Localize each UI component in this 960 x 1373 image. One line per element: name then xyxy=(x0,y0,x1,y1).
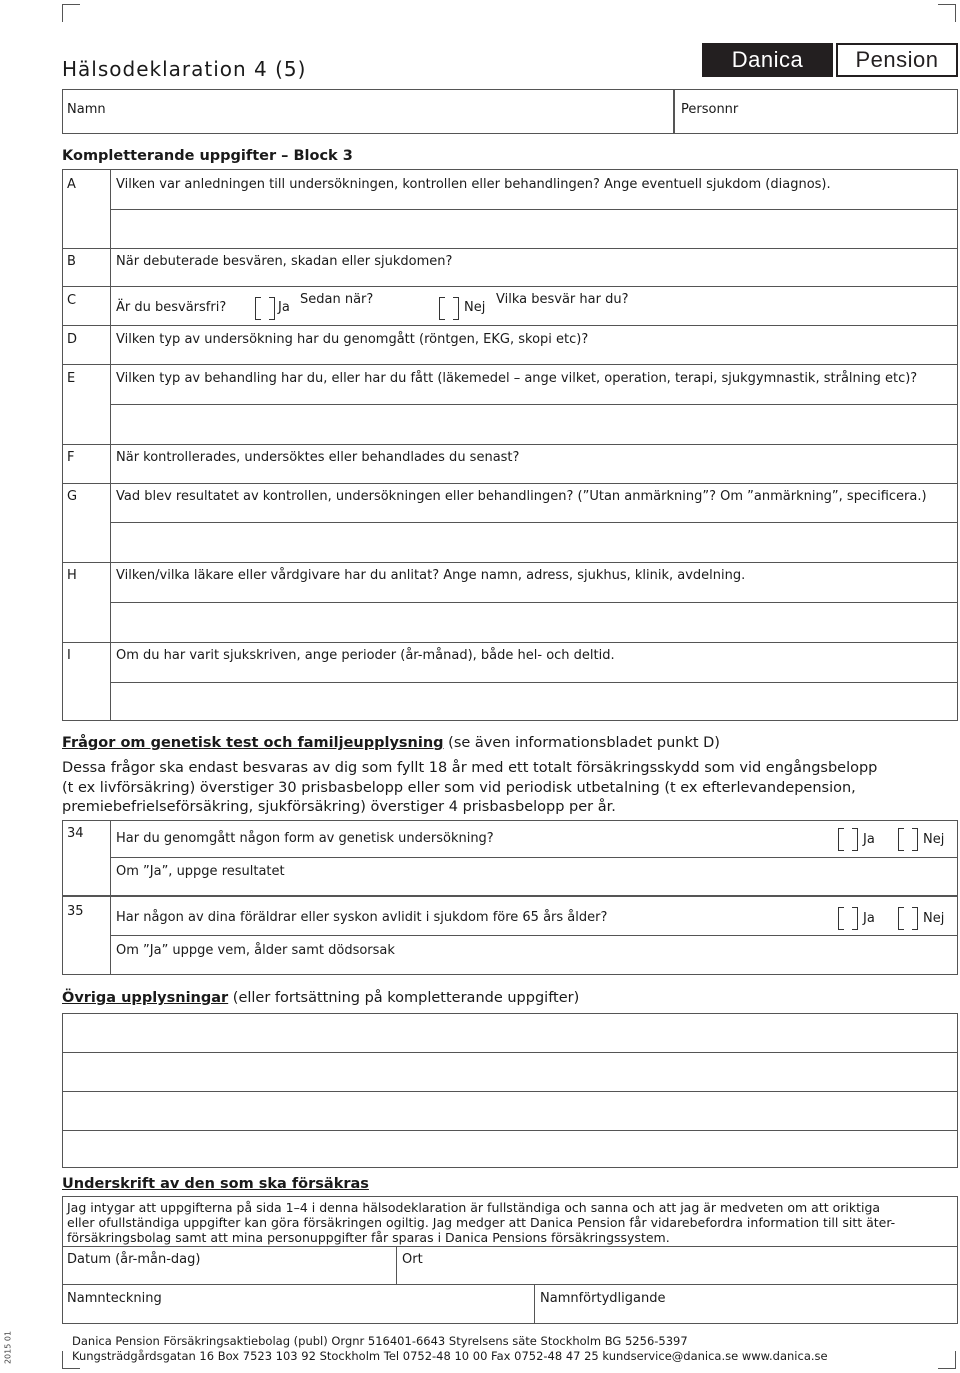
row-letter: A xyxy=(67,177,76,192)
divider-e xyxy=(62,364,958,365)
genetic-intro-line: Dessa frågor ska endast besvaras av dig som fyllt 18 år med ett totalt försäkringsskydd som vid engångsbelopp xyxy=(62,760,878,776)
answer-a-field[interactable] xyxy=(111,210,957,248)
logo-word-danica: Danica xyxy=(731,47,804,72)
name-field[interactable] xyxy=(62,89,674,134)
signature-label: Namnteckning xyxy=(67,1291,162,1306)
name-clarification-label: Namnförtydligande xyxy=(540,1291,666,1306)
row-letter: D xyxy=(67,332,78,347)
q35-yes-label: Ja xyxy=(863,911,875,926)
q35-no-label: Nej xyxy=(923,911,945,926)
other-info-line xyxy=(62,1091,958,1092)
since-when-label: Sedan när? xyxy=(300,292,374,307)
question-number: 35 xyxy=(67,904,84,919)
other-info-heading-rest: (eller fortsättning på kompletterande uppgifter) xyxy=(228,990,580,1006)
place-field[interactable] xyxy=(397,1247,957,1284)
danica-pension-logo xyxy=(702,43,958,77)
which-symptoms-label: Vilka besvär har du? xyxy=(496,292,629,307)
row-letter: C xyxy=(67,293,77,308)
question-34-text: Har du genomgått någon form av genetisk undersökning? xyxy=(116,831,494,846)
divider-g xyxy=(62,483,958,484)
q34-followup-field[interactable] xyxy=(300,858,956,895)
answer-h-field[interactable] xyxy=(111,603,957,642)
symptom-free-no-checkbox[interactable] xyxy=(439,297,459,318)
place-label: Ort xyxy=(402,1252,423,1267)
q34-number-divider xyxy=(110,820,111,896)
row-letter: G xyxy=(67,489,78,504)
row-letter: E xyxy=(67,371,76,386)
genetic-intro-line: premiebefrielseförsäkring, sjukförsäkring) överstiger 4 prisbasbelopp per år. xyxy=(62,799,616,815)
crop-mark-top-left xyxy=(62,4,80,22)
q35-followup-label: Om ”Ja” uppge vem, ålder samt dödsorsak xyxy=(116,943,395,958)
logo-word-pension: Pension xyxy=(855,47,939,72)
q35-no-checkbox[interactable] xyxy=(898,907,918,928)
divider-i xyxy=(62,642,958,643)
question-e: Vilken typ av behandling har du, eller har du fått (läkemedel – ange vilket, operation, terapi, sjukgymnastik, strålning etc)? xyxy=(116,371,918,386)
question-35-text: Har någon av dina föräldrar eller syskon avlidit i sjukdom före 65 års ålder? xyxy=(116,910,608,925)
question-number: 34 xyxy=(67,826,84,841)
answer-g-field[interactable] xyxy=(111,523,957,562)
which-symptoms-field[interactable] xyxy=(496,310,956,324)
question-i: Om du har varit sjukskriven, ange perioder (år-månad), både hel- och deltid. xyxy=(116,648,615,663)
personnr-label: Personnr xyxy=(681,102,739,117)
date-label: Datum (år-mån-dag) xyxy=(67,1252,201,1267)
symptom-free-yes-checkbox[interactable] xyxy=(255,297,275,318)
question-b: När debuterade besvären, skadan eller sjukdomen? xyxy=(116,254,453,269)
symptom-free-yes-label: Ja xyxy=(278,300,290,315)
crop-mark-bottom-right xyxy=(938,1351,956,1369)
question-a: Vilken var anledningen till undersökningen, kontrollen eller behandlingen? Ange eventuell sjukdom (diagnos). xyxy=(116,177,831,192)
row-letter: I xyxy=(67,648,71,663)
genetic-heading xyxy=(62,735,720,751)
crop-mark-top-right xyxy=(938,4,956,22)
row-letter: B xyxy=(67,254,76,269)
other-info-heading-bold: Övriga upplysningar xyxy=(62,990,229,1006)
genetic-heading-rest: (se även informationsbladet punkt D) xyxy=(443,735,720,751)
q35-yes-checkbox[interactable] xyxy=(838,907,858,928)
question-c: Är du besvärsfri? xyxy=(116,300,227,315)
signature-heading: Underskrift av den som ska försäkras xyxy=(62,1176,369,1192)
divider-h xyxy=(62,562,958,563)
question-g: Vad blev resultatet av kontrollen, undersökningen eller behandlingen? (”Utan anmärkning”? Om ”anmärkning”, specificera.) xyxy=(116,489,927,504)
q35-followup-field[interactable] xyxy=(400,936,956,974)
page-title: Hälsodeklaration 4 (5) xyxy=(62,57,307,81)
question-f: När kontrollerades, undersöktes eller behandlades du senast? xyxy=(116,450,520,465)
since-when-field[interactable] xyxy=(300,310,430,324)
genetic-heading-bold: Frågor om genetisk test och familjeupplysning xyxy=(62,735,444,751)
form-version: 2015 01 xyxy=(3,1330,13,1365)
symptom-free-no-label: Nej xyxy=(464,300,486,315)
q34-yes-checkbox[interactable] xyxy=(838,828,858,849)
answer-e-field[interactable] xyxy=(111,405,957,444)
other-info-line xyxy=(62,1052,958,1053)
name-label: Namn xyxy=(67,102,106,117)
declaration-line: försäkringsbolag samt att mina personuppgifter får sparas i Danica Pensions försäkringssystem. xyxy=(67,1230,670,1245)
row-letter: H xyxy=(67,568,77,583)
footer-company-info: Danica Pension Försäkringsaktiebolag (publ) Orgnr 516401-6643 Styrelsens säte Stockholm BG 5256-5397 xyxy=(72,1334,688,1348)
row-letter: F xyxy=(67,450,75,465)
answer-i-field[interactable] xyxy=(111,683,957,721)
q34-followup-label: Om ”Ja”, uppge resultatet xyxy=(116,864,285,879)
question-h: Vilken/vilka läkare eller vårdgivare har du anlitat? Ange namn, adress, sjukhus, klinik, avdelning. xyxy=(116,568,746,583)
other-info-heading xyxy=(62,990,579,1006)
declaration-line: Jag intygar att uppgifterna på sida 1–4 i denna hälsodeklaration är fullständiga och sanna och att jag är medveten om att oriktiga xyxy=(67,1200,881,1215)
declaration-text xyxy=(67,1200,895,1245)
other-info-line xyxy=(62,1130,958,1131)
q34-no-label: Nej xyxy=(923,832,945,847)
divider-c xyxy=(62,286,958,287)
declaration-line: eller ofullständiga uppgifter kan göra försäkringen ogiltig. Jag medger att Danica Pension får vidarebefordra information till sitt äter- xyxy=(67,1215,896,1230)
block-heading: Kompletterande uppgifter – Block 3 xyxy=(62,148,353,164)
q34-yes-label: Ja xyxy=(863,832,875,847)
genetic-intro xyxy=(62,759,958,818)
question-d: Vilken typ av undersökning har du genomgått (röntgen, EKG, skopi etc)? xyxy=(116,332,589,347)
footer-contact-info: Kungsträdgårdsgatan 16 Box 7523 103 92 Stockholm Tel 0752-48 10 00 Fax 0752-48 47 25 kundservice@danica.se www.danica.se xyxy=(72,1349,828,1363)
genetic-intro-line: (t ex livförsäkring) överstiger 30 prisbasbelopp eller som vid periodisk utbetalning (t ex efterlevandepension, xyxy=(62,779,856,796)
q34-no-checkbox[interactable] xyxy=(898,828,918,849)
